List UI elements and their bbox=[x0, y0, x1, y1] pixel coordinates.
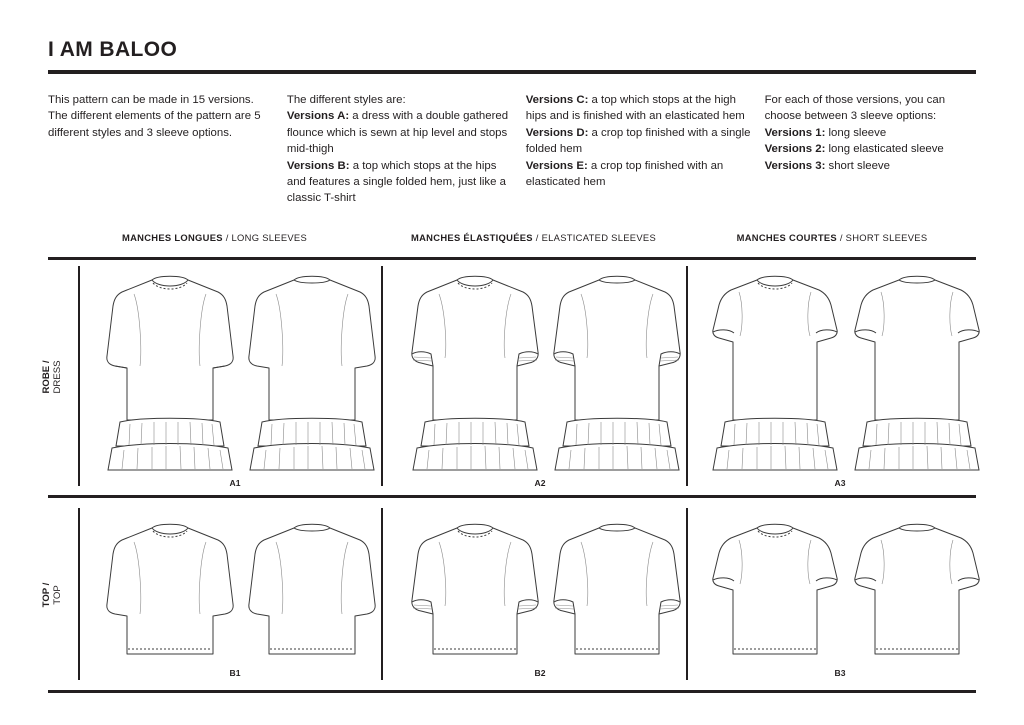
illustration-dress-short-sleeve-back bbox=[847, 270, 987, 475]
column-header-short-sleeves: MANCHES COURTES / SHORT SLEEVES bbox=[736, 232, 928, 243]
grid-rule-middle bbox=[48, 495, 976, 498]
intro-paragraph: Versions E: a crop top finished with an elasticated hem bbox=[525, 159, 724, 189]
intro-paragraph: For each of those versions, you can choose between 3 sleeve options: bbox=[764, 94, 946, 123]
illustration-top-short-sleeve-front bbox=[705, 518, 845, 668]
grid-rule-top bbox=[48, 257, 976, 260]
row-label-top: TOP / TOP bbox=[41, 582, 63, 608]
column-header-long-sleeves: MANCHES LONGUES / LONG SLEEVES bbox=[121, 232, 308, 243]
intro-paragraph: Versions B: a top which stops at the hips and features a single folded hem, just like a classic T-shirt bbox=[286, 159, 506, 205]
figure-code: A3 bbox=[834, 478, 846, 488]
illustration-top-long-sleeve-front bbox=[100, 518, 240, 668]
intro-paragraph: Versions 1: long sleeve bbox=[764, 126, 887, 139]
page-title: I AM BALOO bbox=[48, 38, 178, 61]
illustration-dress-long-sleeve-back bbox=[242, 270, 382, 475]
illustration-dress-elasticated-sleeve-back bbox=[547, 270, 687, 475]
intro-paragraph: The different styles are: bbox=[286, 94, 406, 106]
illustration-top-elasticated-sleeve-front bbox=[405, 518, 545, 668]
illustration-dress-long-sleeve-front bbox=[100, 270, 240, 475]
intro-column-1 bbox=[48, 92, 287, 207]
intro-paragraph: Versions C: a top which stops at the high hips and is finished with an elasticated hem bbox=[525, 94, 745, 123]
intro-paragraph: Versions D: a crop top finished with a single folded hem bbox=[525, 126, 751, 156]
illustration-dress-elasticated-sleeve-front bbox=[405, 270, 545, 475]
illustration-top-long-sleeve-back bbox=[242, 518, 382, 668]
intro-paragraph: This pattern can be made in 15 versions. The different elements of the pattern are 5 different styles and 3 sleeve options. bbox=[48, 94, 261, 139]
intro-column-3 bbox=[526, 92, 765, 207]
figure-code: A2 bbox=[534, 478, 546, 488]
grid-vertical-rule-top-left bbox=[78, 508, 80, 680]
grid-rule-bottom bbox=[48, 690, 976, 693]
intro-paragraph: Versions A: a dress with a double gathered flounce which is sewn at hip level and stops mid-thigh bbox=[286, 110, 509, 156]
figure-code: B1 bbox=[229, 668, 241, 678]
figure-code: B2 bbox=[534, 668, 546, 678]
intro-paragraph: Versions 2: long elasticated sleeve bbox=[764, 143, 944, 156]
intro-columns bbox=[48, 92, 978, 207]
illustration-top-elasticated-sleeve-back bbox=[547, 518, 687, 668]
figure-code: A1 bbox=[229, 478, 241, 488]
row-label-dress: ROBE / DRESS bbox=[41, 360, 63, 394]
grid-vertical-rule-dress-left bbox=[78, 266, 80, 486]
intro-paragraph: Versions 3: short sleeve bbox=[764, 159, 890, 172]
intro-column-4 bbox=[765, 92, 978, 207]
column-header-elasticated-sleeves: MANCHES ÉLASTIQUÉES / ELASTICATED SLEEVES bbox=[411, 232, 656, 243]
figure-code: B3 bbox=[834, 668, 846, 678]
illustration-dress-short-sleeve-front bbox=[705, 270, 845, 475]
intro-column-2 bbox=[287, 92, 526, 207]
title-divider bbox=[48, 70, 976, 74]
illustration-top-short-sleeve-back bbox=[847, 518, 987, 668]
